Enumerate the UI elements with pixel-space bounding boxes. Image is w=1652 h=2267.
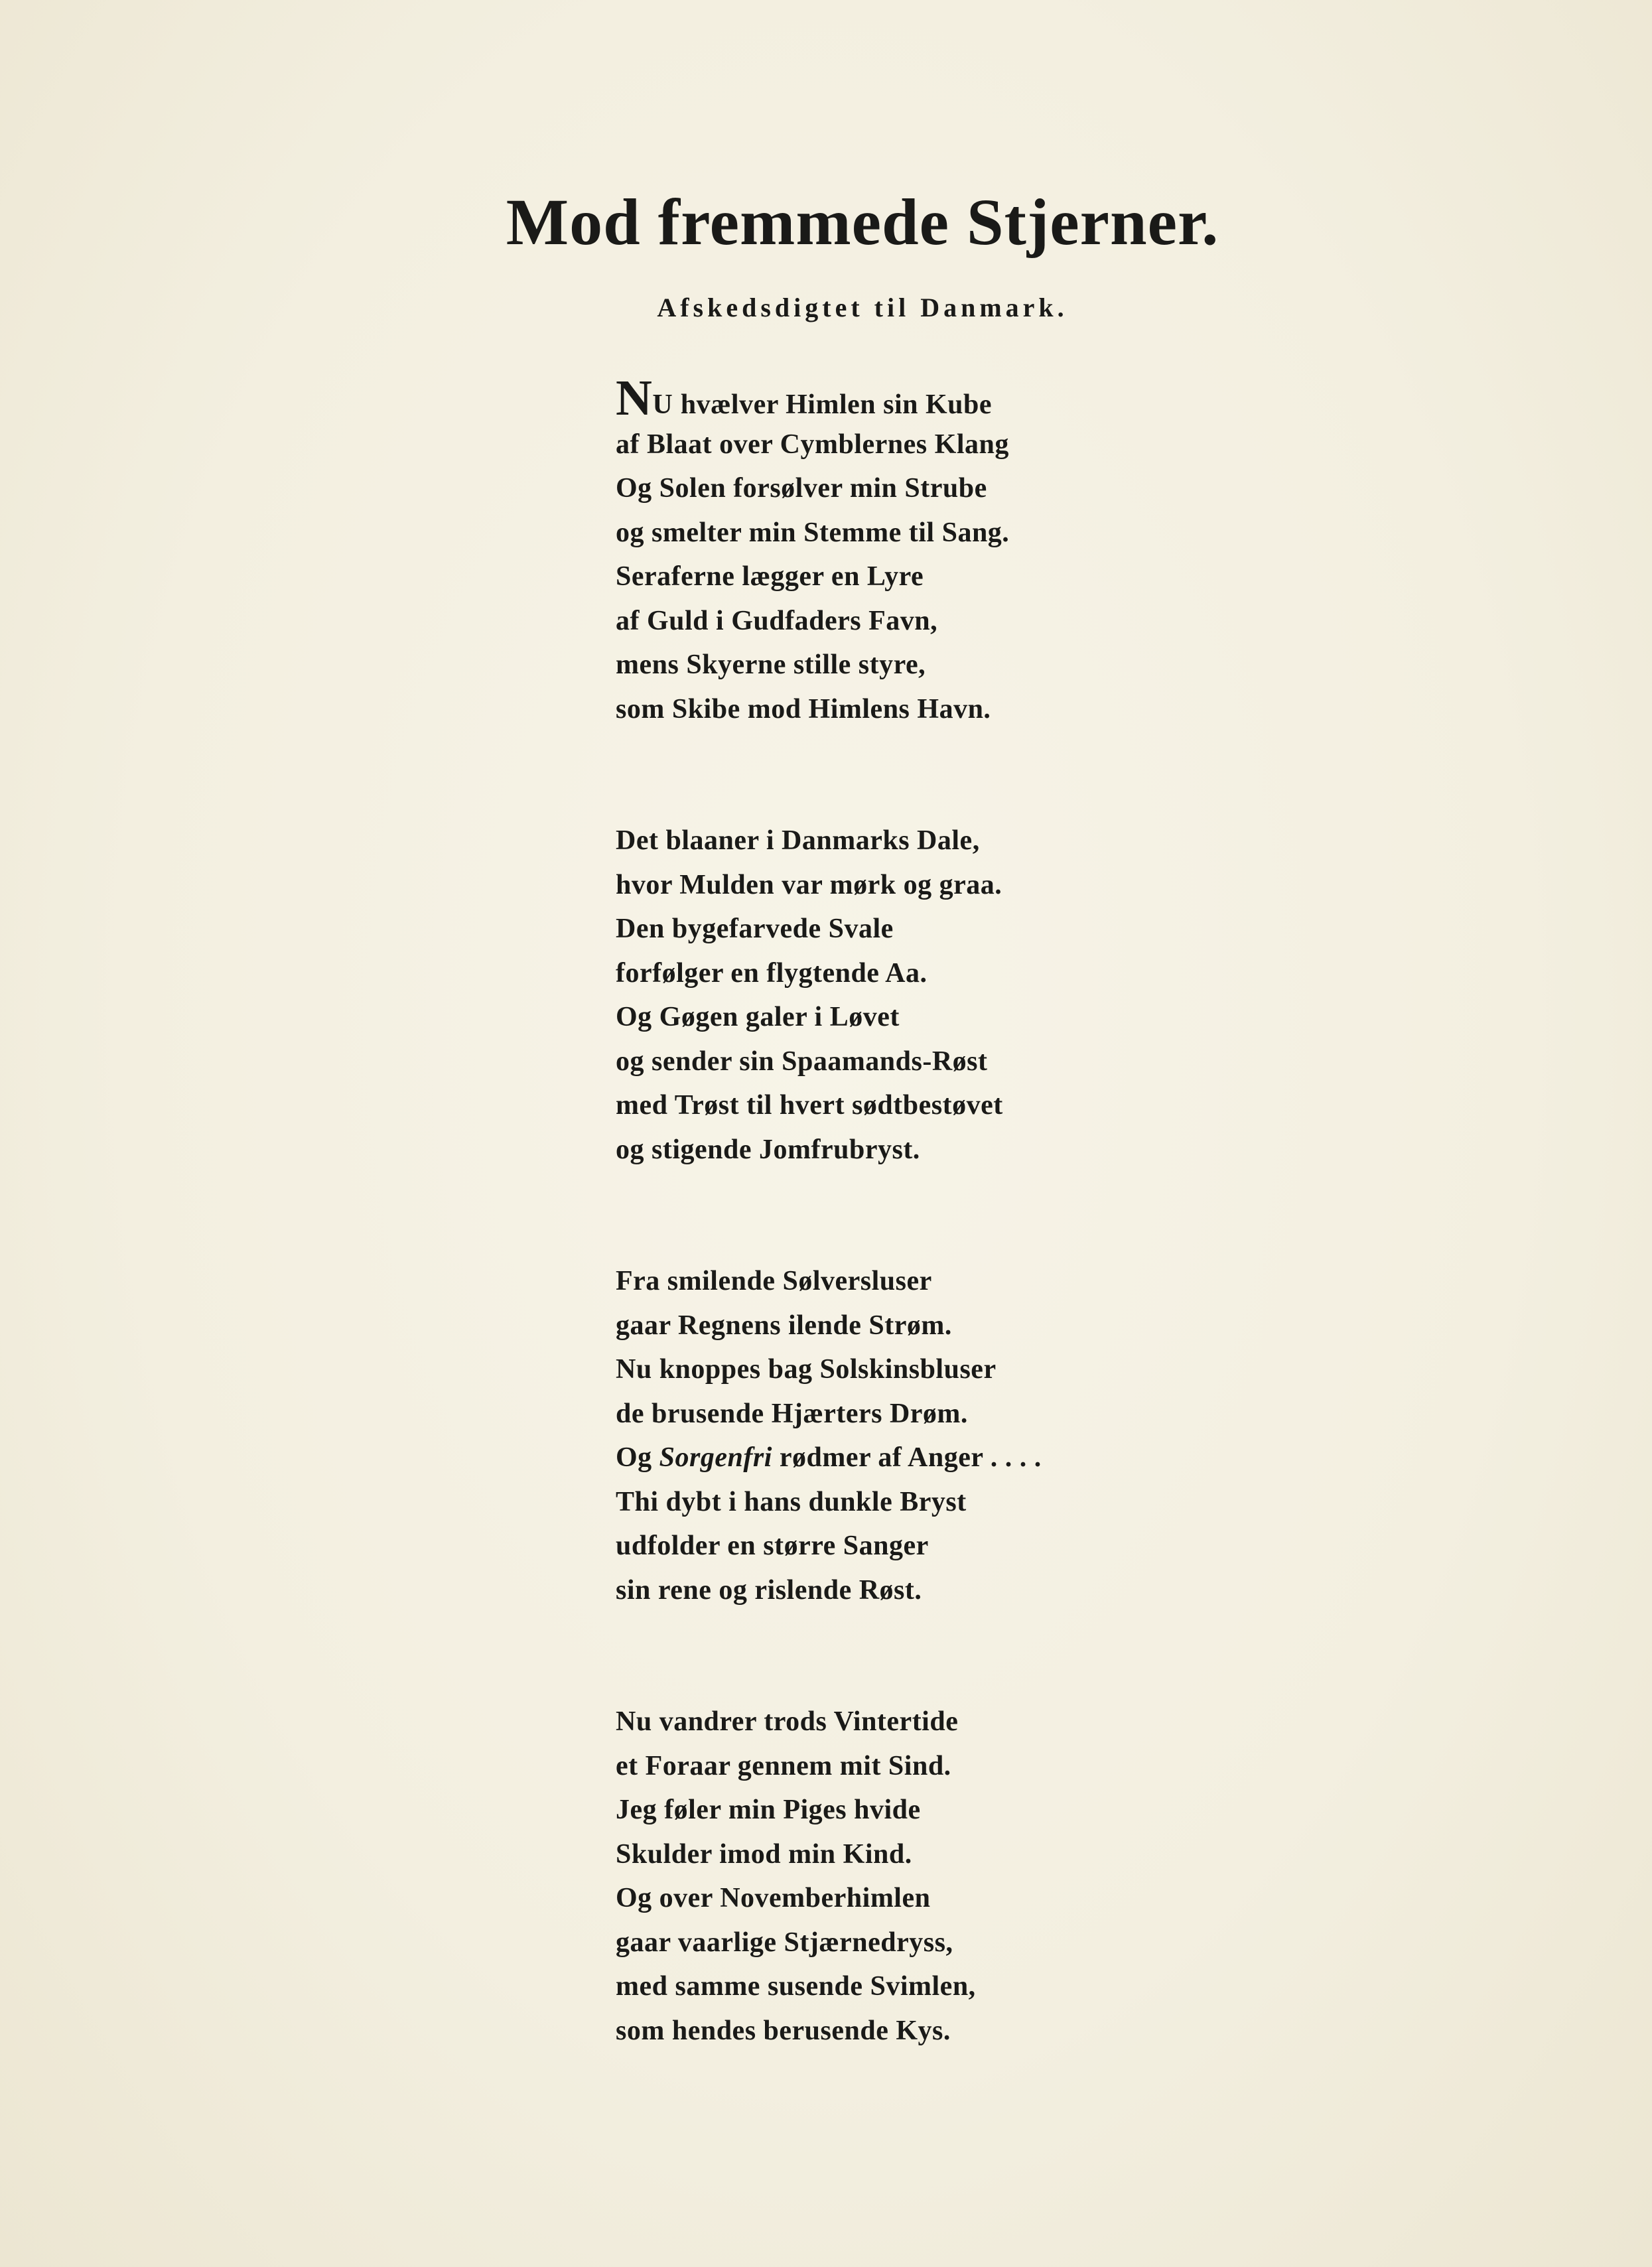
stanza-4 (616, 1700, 1213, 2053)
poem-line: hvor Mulden var mørk og graa. (616, 869, 1002, 900)
poem-line: gaar Regnens ilende Strøm. (616, 1310, 952, 1341)
poem-line (616, 1436, 1213, 1480)
poem-line: med Trøst til hvert sødtbestøvet (616, 1090, 1003, 1121)
poem-line: og stigende Jomfrubryst. (616, 1134, 920, 1165)
drop-cap: N (616, 370, 653, 426)
poem-line: et Foraar gennem mit Sind. (616, 1750, 951, 1781)
poem-line: udfolder en større Sanger (616, 1531, 929, 1561)
poem-body (616, 370, 1213, 2140)
poem-line (616, 370, 1213, 426)
poem-line: med samme susende Svimlen, (616, 1971, 976, 2002)
poem-line: som hendes berusende Kys. (616, 2015, 951, 2046)
poem-line: Det blaaner i Danmarks Dale, (616, 825, 980, 856)
stanza-3 (616, 1259, 1213, 1612)
poem-title: Mod fremmede Stjerner. (506, 185, 1219, 259)
poem-line: som Skibe mod Himlens Havn. (616, 693, 991, 724)
poem-line: sin rene og rislende Røst. (616, 1574, 922, 1606)
line-text: hvælver Himlen sin Kube (673, 389, 993, 420)
poem-line: af Blaat over Cymblernes Klang (616, 429, 1009, 460)
poem-line: af Guld i Gudfaders Favn, (616, 605, 938, 636)
italic-word: Sorgenfri (659, 1442, 772, 1473)
poem-subtitle: Afskedsdigtet til Danmark. (657, 293, 1068, 322)
poem-line: Og Solen forsølver min Strube (616, 473, 987, 504)
poem-line: Skulder imod min Kind. (616, 1838, 912, 1870)
poem-line: Seraferne lægger en Lyre (616, 561, 924, 592)
poem-line: Og Gøgen galer i Løvet (616, 1002, 900, 1032)
poem-line: Thi dybt i hans dunkle Bryst (616, 1486, 967, 1517)
poem-line: de brusende Hjærters Drøm. (616, 1398, 968, 1429)
line-text: rødmer af Anger . . . . (772, 1442, 1042, 1473)
poem-line: og sender sin Spaamands-Røst (616, 1046, 988, 1077)
stanza-2 (616, 819, 1213, 1172)
poem-line: gaar vaarlige Stjærnedryss, (616, 1927, 953, 1958)
small-cap: U (652, 389, 673, 420)
poem-line: Og over Novemberhimlen (616, 1883, 931, 1913)
poem-line: og smelter min Stemme til Sang. (616, 517, 1010, 548)
poem-line: Fra smilende Sølversluser (616, 1266, 932, 1296)
poem-line: mens Skyerne stille styre, (616, 650, 926, 680)
poem-line: Den bygefarvede Svale (616, 914, 894, 944)
poem-line: Nu vandrer trods Vintertide (616, 1706, 959, 1737)
poem-line: Nu knoppes bag Solskinsbluser (616, 1354, 997, 1385)
stanza-1 (616, 370, 1213, 731)
line-text: Og (616, 1442, 659, 1473)
poem-line: forfølger en flygtende Aa. (616, 957, 928, 989)
poem-line: Jeg føler min Piges hvide (616, 1795, 921, 1825)
